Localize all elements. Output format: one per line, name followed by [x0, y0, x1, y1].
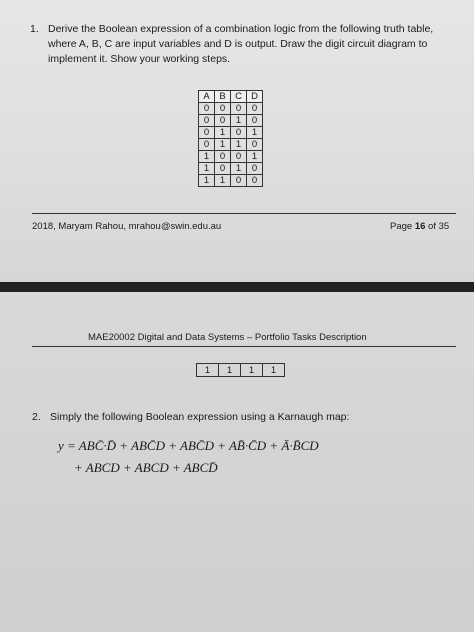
page-total: of 35	[425, 221, 450, 232]
cell: 1	[197, 364, 219, 377]
page-17	[0, 292, 474, 632]
cell: 0	[247, 175, 263, 187]
table-row	[199, 151, 263, 163]
page-gap	[0, 282, 474, 292]
cell: 1	[247, 127, 263, 139]
footer-page-number	[390, 221, 449, 232]
cell: 0	[231, 103, 247, 115]
question-1-number: 1.	[30, 23, 39, 35]
table-row	[199, 163, 263, 175]
truth-table	[198, 90, 263, 187]
page-current: 16	[414, 221, 426, 232]
cell: 0	[247, 103, 263, 115]
page-label: Page	[390, 221, 415, 232]
cell: 1	[215, 175, 231, 187]
question-1-line-1: Derive the Boolean expression of a combination logic from the following truth table,	[48, 23, 434, 35]
cell: 1	[215, 139, 231, 151]
cell: 1	[231, 163, 247, 175]
cell: 1	[263, 364, 285, 377]
cell: 0	[231, 151, 247, 163]
question-2-number: 2.	[32, 411, 41, 423]
col-c-header: C	[231, 91, 247, 103]
cell: 1	[241, 364, 263, 377]
running-header: MAE20002 Digital and Data Systems – Portfolio Tasks Description	[88, 332, 367, 343]
cell: 1	[231, 115, 247, 127]
cell: 1	[199, 151, 215, 163]
cell: 1	[219, 364, 241, 377]
truth-table-header	[199, 91, 263, 103]
header-divider	[32, 346, 456, 347]
table-row	[197, 364, 285, 377]
table-row	[199, 103, 263, 115]
cell: 0	[247, 139, 263, 151]
cell: 0	[199, 139, 215, 151]
cell: 0	[215, 151, 231, 163]
col-a-header: A	[199, 91, 215, 103]
cell: 1	[247, 151, 263, 163]
cell: 1	[231, 139, 247, 151]
truth-table-continued	[196, 363, 285, 377]
boolean-expression-line-1: y = ABC̄·D̄ + ABC̄D + ABC̄D + AB̄·C̄D + Ā·B̄CD	[58, 438, 319, 453]
table-row	[199, 127, 263, 139]
cell: 0	[231, 175, 247, 187]
cell: 0	[215, 103, 231, 115]
col-d-header: D	[247, 91, 263, 103]
cell: 1	[199, 175, 215, 187]
footer-author: 2018, Maryam Rahou, mrahou@swin.edu.au	[32, 221, 222, 232]
question-2-text: Simply the following Boolean expression using a Karnaugh map:	[50, 411, 350, 423]
cell: 0	[215, 163, 231, 175]
cell: 1	[199, 163, 215, 175]
cell: 0	[231, 127, 247, 139]
table-row	[199, 175, 263, 187]
cell: 0	[199, 115, 215, 127]
cell: 0	[247, 115, 263, 127]
question-1-line-3: implement it. Show your working steps.	[48, 53, 231, 65]
cell: 0	[199, 127, 215, 139]
table-row	[199, 139, 263, 151]
boolean-expression-line-2: + ABCD + ABCD + ABCD̄	[74, 460, 218, 475]
table-row	[199, 115, 263, 127]
cell: 1	[215, 127, 231, 139]
footer-divider	[32, 213, 456, 214]
question-1-line-2: where A, B, C are input variables and D is output. Draw the digit circuit diagram to	[48, 38, 428, 50]
page-16	[0, 0, 474, 282]
col-b-header: B	[215, 91, 231, 103]
cell: 0	[215, 115, 231, 127]
cell: 0	[199, 103, 215, 115]
cell: 0	[247, 163, 263, 175]
